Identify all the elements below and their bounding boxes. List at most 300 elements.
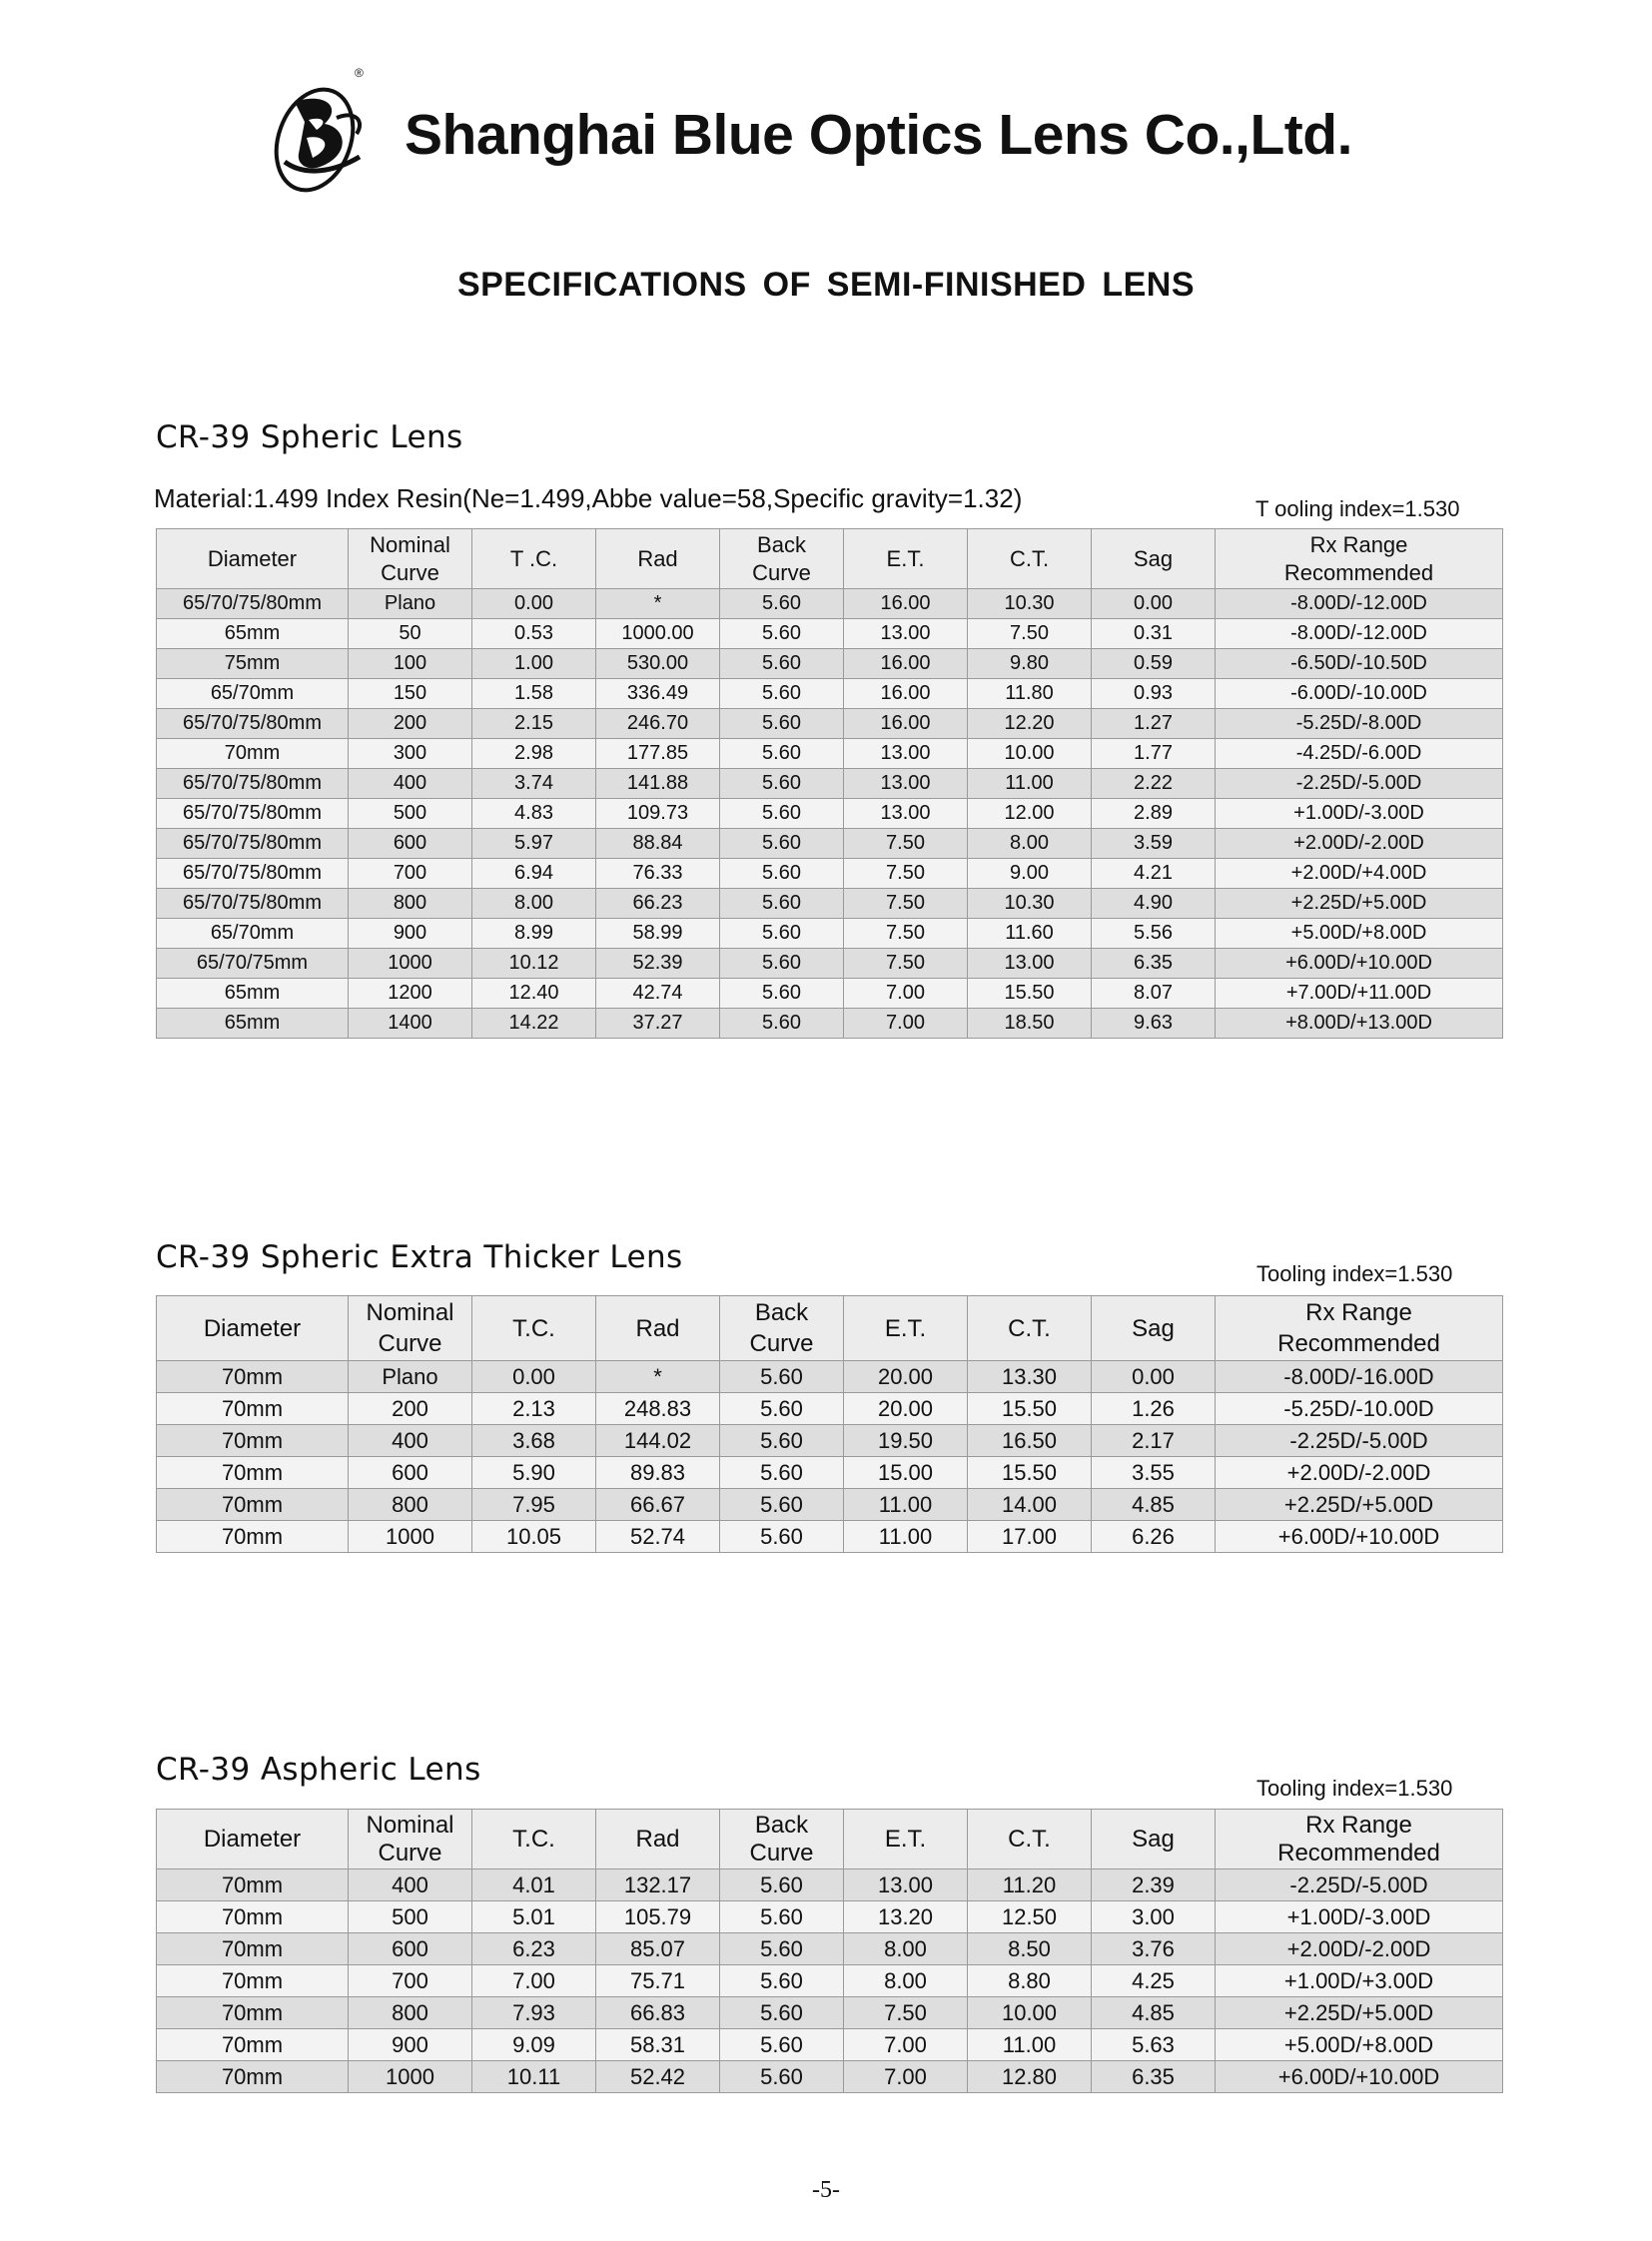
cell-ct: 15.50 [968, 1457, 1092, 1489]
cell-tc: 0.00 [472, 589, 596, 619]
table-row [157, 889, 1503, 919]
cell-et: 19.50 [844, 1425, 968, 1457]
cell-ct: 8.00 [968, 829, 1092, 859]
cell-sag: 3.59 [1092, 829, 1216, 859]
table-row [157, 859, 1503, 889]
cell-back-curve: 5.60 [720, 589, 844, 619]
cell-tc: 3.74 [472, 769, 596, 799]
cell-back-curve: 5.60 [720, 1965, 844, 1997]
cell-sag: 4.90 [1092, 889, 1216, 919]
cell-sag: 2.39 [1092, 1869, 1216, 1901]
cell-sag: 3.76 [1092, 1933, 1216, 1965]
cell-back-curve: 5.60 [720, 2029, 844, 2061]
cell-back-curve: 5.60 [720, 1393, 844, 1425]
cell-nominal-curve: 200 [349, 709, 472, 739]
cell-sag: 3.00 [1092, 1901, 1216, 1933]
table-row [157, 1869, 1503, 1901]
cell-tc: 12.40 [472, 979, 596, 1009]
section-title: CR-39 Spheric Extra Thicker Lens [156, 1239, 683, 1275]
cell-back-curve: 5.60 [720, 769, 844, 799]
cell-sag: 3.55 [1092, 1457, 1216, 1489]
cell-diameter: 65/70/75/80mm [157, 709, 349, 739]
cell-ct: 13.00 [968, 949, 1092, 979]
table-row [157, 919, 1503, 949]
cell-rad: 177.85 [596, 739, 720, 769]
cell-back-curve: 5.60 [720, 1009, 844, 1039]
column-header-back-curve: Back Curve [720, 529, 844, 589]
cell-rx-range: +2.25D/+5.00D [1216, 1997, 1503, 2029]
cell-nominal-curve: 500 [349, 799, 472, 829]
column-header-back-curve: Back Curve [720, 1296, 844, 1361]
cell-et: 20.00 [844, 1361, 968, 1393]
cell-ct: 8.50 [968, 1933, 1092, 1965]
table-row [157, 2061, 1503, 2093]
cell-rad: 1000.00 [596, 619, 720, 649]
table-row [157, 1933, 1503, 1965]
cell-tc: 2.15 [472, 709, 596, 739]
cell-sag: 1.26 [1092, 1393, 1216, 1425]
cell-et: 7.50 [844, 919, 968, 949]
cell-tc: 4.01 [472, 1869, 596, 1901]
column-header-nominal-curve: Nominal Curve [349, 1296, 472, 1361]
spec-table-aspheric [156, 1809, 1503, 2093]
cell-rad: 52.42 [596, 2061, 720, 2093]
cell-back-curve: 5.60 [720, 949, 844, 979]
cell-back-curve: 5.60 [720, 1489, 844, 1521]
cell-rx-range: +2.00D/-2.00D [1216, 829, 1503, 859]
cell-rad: 141.88 [596, 769, 720, 799]
cell-tc: 10.05 [472, 1521, 596, 1553]
cell-rad: 105.79 [596, 1901, 720, 1933]
cell-tc: 10.12 [472, 949, 596, 979]
cell-back-curve: 5.60 [720, 2061, 844, 2093]
cell-back-curve: 5.60 [720, 1997, 844, 2029]
cell-rx-range: +6.00D/+10.00D [1216, 1521, 1503, 1553]
cell-diameter: 70mm [157, 2061, 349, 2093]
cell-rx-range: -6.00D/-10.00D [1216, 679, 1503, 709]
cell-tc: 1.00 [472, 649, 596, 679]
column-header-tc: T .C. [472, 529, 596, 589]
cell-sag: 4.85 [1092, 1489, 1216, 1521]
table-row [157, 709, 1503, 739]
cell-diameter: 75mm [157, 649, 349, 679]
cell-rx-range: +2.00D/-2.00D [1216, 1933, 1503, 1965]
cell-ct: 9.80 [968, 649, 1092, 679]
cell-back-curve: 5.60 [720, 889, 844, 919]
cell-rx-range: +5.00D/+8.00D [1216, 2029, 1503, 2061]
column-header-nominal-curve: Nominal Curve [349, 1810, 472, 1869]
cell-et: 20.00 [844, 1393, 968, 1425]
cell-et: 7.50 [844, 859, 968, 889]
cell-back-curve: 5.60 [720, 1521, 844, 1553]
cell-rx-range: +1.00D/+3.00D [1216, 1965, 1503, 1997]
column-header-et: E.T. [844, 529, 968, 589]
cell-tc: 6.94 [472, 859, 596, 889]
cell-et: 16.00 [844, 589, 968, 619]
column-header-diameter: Diameter [157, 1810, 349, 1869]
table-row [157, 829, 1503, 859]
cell-diameter: 65/70/75/80mm [157, 889, 349, 919]
cell-rx-range: -8.00D/-12.00D [1216, 589, 1503, 619]
cell-et: 13.00 [844, 739, 968, 769]
cell-rx-range: +1.00D/-3.00D [1216, 1901, 1503, 1933]
cell-et: 11.00 [844, 1521, 968, 1553]
table-row [157, 1521, 1503, 1553]
cell-rx-range: +6.00D/+10.00D [1216, 949, 1503, 979]
column-header-tc: T.C. [472, 1296, 596, 1361]
cell-tc: 6.23 [472, 1933, 596, 1965]
cell-et: 7.50 [844, 829, 968, 859]
cell-ct: 11.00 [968, 769, 1092, 799]
cell-sag: 2.22 [1092, 769, 1216, 799]
table-row [157, 1009, 1503, 1039]
column-header-rx-range: Rx Range Recommended [1216, 529, 1503, 589]
cell-et: 13.00 [844, 1869, 968, 1901]
material-note: Material:1.499 Index Resin(Ne=1.499,Abbe value=58,Specific gravity=1.32) [154, 483, 1023, 513]
cell-ct: 12.00 [968, 799, 1092, 829]
cell-diameter: 65/70mm [157, 919, 349, 949]
cell-diameter: 65/70/75/80mm [157, 799, 349, 829]
column-header-ct: C.T. [968, 529, 1092, 589]
cell-et: 7.50 [844, 889, 968, 919]
cell-et: 7.00 [844, 1009, 968, 1039]
cell-tc: 8.00 [472, 889, 596, 919]
cell-et: 16.00 [844, 649, 968, 679]
table-header-row [157, 1296, 1503, 1361]
cell-tc: 2.13 [472, 1393, 596, 1425]
cell-sag: 1.77 [1092, 739, 1216, 769]
cell-diameter: 65mm [157, 619, 349, 649]
cell-sag: 2.17 [1092, 1425, 1216, 1457]
cell-diameter: 65/70/75/80mm [157, 589, 349, 619]
table-row [157, 769, 1503, 799]
table-row [157, 1457, 1503, 1489]
cell-sag: 6.35 [1092, 949, 1216, 979]
cell-ct: 10.30 [968, 589, 1092, 619]
cell-rx-range: +6.00D/+10.00D [1216, 2061, 1503, 2093]
cell-rad: 76.33 [596, 859, 720, 889]
column-header-ct: C.T. [968, 1296, 1092, 1361]
cell-tc: 2.98 [472, 739, 596, 769]
cell-back-curve: 5.60 [720, 1901, 844, 1933]
cell-back-curve: 5.60 [720, 979, 844, 1009]
cell-rad: 66.67 [596, 1489, 720, 1521]
cell-tc: 9.09 [472, 2029, 596, 2061]
cell-et: 16.00 [844, 709, 968, 739]
cell-ct: 13.30 [968, 1361, 1092, 1393]
cell-ct: 8.80 [968, 1965, 1092, 1997]
cell-diameter: 65/70/75/80mm [157, 829, 349, 859]
cell-diameter: 70mm [157, 1425, 349, 1457]
cell-tc: 0.53 [472, 619, 596, 649]
company-logo-icon [265, 62, 375, 202]
spec-table-spheric [156, 528, 1503, 1039]
cell-diameter: 70mm [157, 1997, 349, 2029]
cell-rad: 88.84 [596, 829, 720, 859]
cell-back-curve: 5.60 [720, 859, 844, 889]
column-header-diameter: Diameter [157, 529, 349, 589]
cell-rx-range: -8.00D/-12.00D [1216, 619, 1503, 649]
cell-nominal-curve: 900 [349, 2029, 472, 2061]
cell-diameter: 70mm [157, 2029, 349, 2061]
cell-nominal-curve: 1000 [349, 949, 472, 979]
cell-back-curve: 5.60 [720, 1361, 844, 1393]
cell-nominal-curve: 100 [349, 649, 472, 679]
cell-tc: 3.68 [472, 1425, 596, 1457]
cell-et: 7.50 [844, 1997, 968, 2029]
cell-et: 8.00 [844, 1933, 968, 1965]
cell-rx-range: +8.00D/+13.00D [1216, 1009, 1503, 1039]
cell-et: 7.00 [844, 2061, 968, 2093]
cell-diameter: 65/70/75/80mm [157, 769, 349, 799]
document-title: SPECIFICATIONS OF SEMI-FINISHED LENS [456, 266, 1196, 304]
cell-rx-range: +2.25D/+5.00D [1216, 1489, 1503, 1521]
cell-tc: 10.11 [472, 2061, 596, 2093]
table-row [157, 1489, 1503, 1521]
cell-rx-range: -8.00D/-16.00D [1216, 1361, 1503, 1393]
cell-rx-range: -2.25D/-5.00D [1216, 769, 1503, 799]
cell-diameter: 70mm [157, 1933, 349, 1965]
cell-diameter: 70mm [157, 1965, 349, 1997]
table-row [157, 649, 1503, 679]
table-row [157, 1965, 1503, 1997]
cell-tc: 7.95 [472, 1489, 596, 1521]
cell-back-curve: 5.60 [720, 1869, 844, 1901]
cell-tc: 14.22 [472, 1009, 596, 1039]
cell-et: 13.00 [844, 619, 968, 649]
cell-back-curve: 5.60 [720, 619, 844, 649]
cell-rx-range: -2.25D/-5.00D [1216, 1425, 1503, 1457]
cell-back-curve: 5.60 [720, 829, 844, 859]
cell-nominal-curve: 300 [349, 739, 472, 769]
cell-rad: 144.02 [596, 1425, 720, 1457]
cell-sag: 4.85 [1092, 1997, 1216, 2029]
cell-ct: 9.00 [968, 859, 1092, 889]
cell-rad: 246.70 [596, 709, 720, 739]
spec-table-extra-thicker [156, 1295, 1503, 1553]
cell-diameter: 65/70mm [157, 679, 349, 709]
cell-diameter: 70mm [157, 1901, 349, 1933]
tooling-index: Tooling index=1.530 [1256, 1776, 1453, 1801]
table-header-row [157, 529, 1503, 589]
cell-rad: * [596, 1361, 720, 1393]
cell-back-curve: 5.60 [720, 739, 844, 769]
cell-et: 13.00 [844, 769, 968, 799]
cell-rad: 42.74 [596, 979, 720, 1009]
table-row [157, 1997, 1503, 2029]
column-header-sag: Sag [1092, 1296, 1216, 1361]
page-header [265, 62, 1413, 207]
cell-diameter: 70mm [157, 1393, 349, 1425]
cell-nominal-curve: 400 [349, 769, 472, 799]
cell-rad: 248.83 [596, 1393, 720, 1425]
cell-diameter: 65mm [157, 979, 349, 1009]
cell-rad: 89.83 [596, 1457, 720, 1489]
column-header-nominal-curve: Nominal Curve [349, 529, 472, 589]
cell-sag: 1.27 [1092, 709, 1216, 739]
table-row [157, 2029, 1503, 2061]
cell-rx-range: +7.00D/+11.00D [1216, 979, 1503, 1009]
table-row [157, 1901, 1503, 1933]
cell-ct: 11.00 [968, 2029, 1092, 2061]
cell-sag: 2.89 [1092, 799, 1216, 829]
cell-nominal-curve: 200 [349, 1393, 472, 1425]
cell-sag: 8.07 [1092, 979, 1216, 1009]
column-header-rx-range: Rx Range Recommended [1216, 1810, 1503, 1869]
cell-ct: 18.50 [968, 1009, 1092, 1039]
cell-nominal-curve: 500 [349, 1901, 472, 1933]
cell-sag: 5.63 [1092, 2029, 1216, 2061]
cell-nominal-curve: 1000 [349, 2061, 472, 2093]
cell-nominal-curve: Plano [349, 1361, 472, 1393]
cell-tc: 7.93 [472, 1997, 596, 2029]
cell-nominal-curve: 400 [349, 1869, 472, 1901]
cell-et: 7.50 [844, 949, 968, 979]
cell-diameter: 65/70/75mm [157, 949, 349, 979]
cell-ct: 11.80 [968, 679, 1092, 709]
table-row [157, 799, 1503, 829]
cell-sag: 6.35 [1092, 2061, 1216, 2093]
tooling-index: T ooling index=1.530 [1255, 496, 1460, 521]
cell-rx-range: +2.00D/-2.00D [1216, 1457, 1503, 1489]
cell-tc: 5.97 [472, 829, 596, 859]
cell-et: 13.00 [844, 799, 968, 829]
cell-sag: 9.63 [1092, 1009, 1216, 1039]
registered-mark: ® [355, 66, 364, 80]
cell-rad: 58.99 [596, 919, 720, 949]
table-row [157, 949, 1503, 979]
cell-ct: 14.00 [968, 1489, 1092, 1521]
cell-ct: 12.50 [968, 1901, 1092, 1933]
cell-sag: 6.26 [1092, 1521, 1216, 1553]
cell-diameter: 70mm [157, 1457, 349, 1489]
cell-nominal-curve: 1000 [349, 1521, 472, 1553]
cell-diameter: 70mm [157, 1521, 349, 1553]
cell-sag: 4.25 [1092, 1965, 1216, 1997]
cell-ct: 15.50 [968, 1393, 1092, 1425]
cell-diameter: 65mm [157, 1009, 349, 1039]
cell-back-curve: 5.60 [720, 1457, 844, 1489]
cell-ct: 17.00 [968, 1521, 1092, 1553]
cell-nominal-curve: 800 [349, 1489, 472, 1521]
cell-back-curve: 5.60 [720, 799, 844, 829]
column-header-rad: Rad [596, 1810, 720, 1869]
section-title: CR-39 Aspheric Lens [156, 1752, 481, 1788]
cell-nominal-curve: 400 [349, 1425, 472, 1457]
cell-nominal-curve: 150 [349, 679, 472, 709]
column-header-sag: Sag [1092, 1810, 1216, 1869]
cell-rad: 530.00 [596, 649, 720, 679]
cell-rad: 75.71 [596, 1965, 720, 1997]
cell-back-curve: 5.60 [720, 1933, 844, 1965]
table-header-row [157, 1810, 1503, 1869]
cell-rx-range: -5.25D/-10.00D [1216, 1393, 1503, 1425]
table-row [157, 589, 1503, 619]
cell-back-curve: 5.60 [720, 709, 844, 739]
cell-tc: 5.01 [472, 1901, 596, 1933]
cell-nominal-curve: 800 [349, 889, 472, 919]
cell-sag: 0.00 [1092, 589, 1216, 619]
cell-et: 15.00 [844, 1457, 968, 1489]
cell-rad: 58.31 [596, 2029, 720, 2061]
cell-diameter: 70mm [157, 1869, 349, 1901]
cell-ct: 12.20 [968, 709, 1092, 739]
column-header-rad: Rad [596, 529, 720, 589]
cell-back-curve: 5.60 [720, 649, 844, 679]
cell-nominal-curve: 700 [349, 859, 472, 889]
cell-tc: 7.00 [472, 1965, 596, 1997]
cell-rx-range: -4.25D/-6.00D [1216, 739, 1503, 769]
cell-sag: 0.00 [1092, 1361, 1216, 1393]
cell-ct: 10.30 [968, 889, 1092, 919]
cell-rx-range: +2.00D/+4.00D [1216, 859, 1503, 889]
cell-diameter: 70mm [157, 1361, 349, 1393]
cell-diameter: 65/70/75/80mm [157, 859, 349, 889]
cell-nominal-curve: 600 [349, 1457, 472, 1489]
cell-back-curve: 5.60 [720, 1425, 844, 1457]
cell-et: 8.00 [844, 1965, 968, 1997]
table-row [157, 619, 1503, 649]
cell-et: 16.00 [844, 679, 968, 709]
cell-sag: 5.56 [1092, 919, 1216, 949]
cell-rx-range: +1.00D/-3.00D [1216, 799, 1503, 829]
cell-rad: * [596, 589, 720, 619]
column-header-et: E.T. [844, 1296, 968, 1361]
cell-nominal-curve: 900 [349, 919, 472, 949]
column-header-rad: Rad [596, 1296, 720, 1361]
cell-et: 13.20 [844, 1901, 968, 1933]
cell-nominal-curve: Plano [349, 589, 472, 619]
cell-nominal-curve: 1400 [349, 1009, 472, 1039]
cell-ct: 11.20 [968, 1869, 1092, 1901]
cell-back-curve: 5.60 [720, 919, 844, 949]
cell-tc: 5.90 [472, 1457, 596, 1489]
cell-et: 7.00 [844, 2029, 968, 2061]
cell-rad: 336.49 [596, 679, 720, 709]
cell-sag: 0.31 [1092, 619, 1216, 649]
cell-ct: 7.50 [968, 619, 1092, 649]
column-header-diameter: Diameter [157, 1296, 349, 1361]
tooling-index: Tooling index=1.530 [1256, 1261, 1453, 1286]
column-header-rx-range: Rx Range Recommended [1216, 1296, 1503, 1361]
table-row [157, 1393, 1503, 1425]
section-title: CR-39 Spheric Lens [156, 419, 463, 455]
cell-back-curve: 5.60 [720, 679, 844, 709]
column-header-back-curve: Back Curve [720, 1810, 844, 1869]
table-row [157, 979, 1503, 1009]
cell-ct: 11.60 [968, 919, 1092, 949]
cell-rx-range: -6.50D/-10.50D [1216, 649, 1503, 679]
cell-diameter: 70mm [157, 739, 349, 769]
cell-rad: 109.73 [596, 799, 720, 829]
column-header-et: E.T. [844, 1810, 968, 1869]
cell-ct: 10.00 [968, 1997, 1092, 2029]
cell-rx-range: -2.25D/-5.00D [1216, 1869, 1503, 1901]
cell-nominal-curve: 600 [349, 1933, 472, 1965]
cell-sag: 0.93 [1092, 679, 1216, 709]
cell-rad: 132.17 [596, 1869, 720, 1901]
table-row [157, 1425, 1503, 1457]
cell-et: 11.00 [844, 1489, 968, 1521]
company-name: Shanghai Blue Optics Lens Co.,Ltd. [405, 103, 1352, 167]
column-header-tc: T.C. [472, 1810, 596, 1869]
cell-ct: 10.00 [968, 739, 1092, 769]
cell-tc: 1.58 [472, 679, 596, 709]
cell-rad: 52.74 [596, 1521, 720, 1553]
cell-nominal-curve: 600 [349, 829, 472, 859]
cell-rad: 85.07 [596, 1933, 720, 1965]
cell-rad: 66.83 [596, 1997, 720, 2029]
